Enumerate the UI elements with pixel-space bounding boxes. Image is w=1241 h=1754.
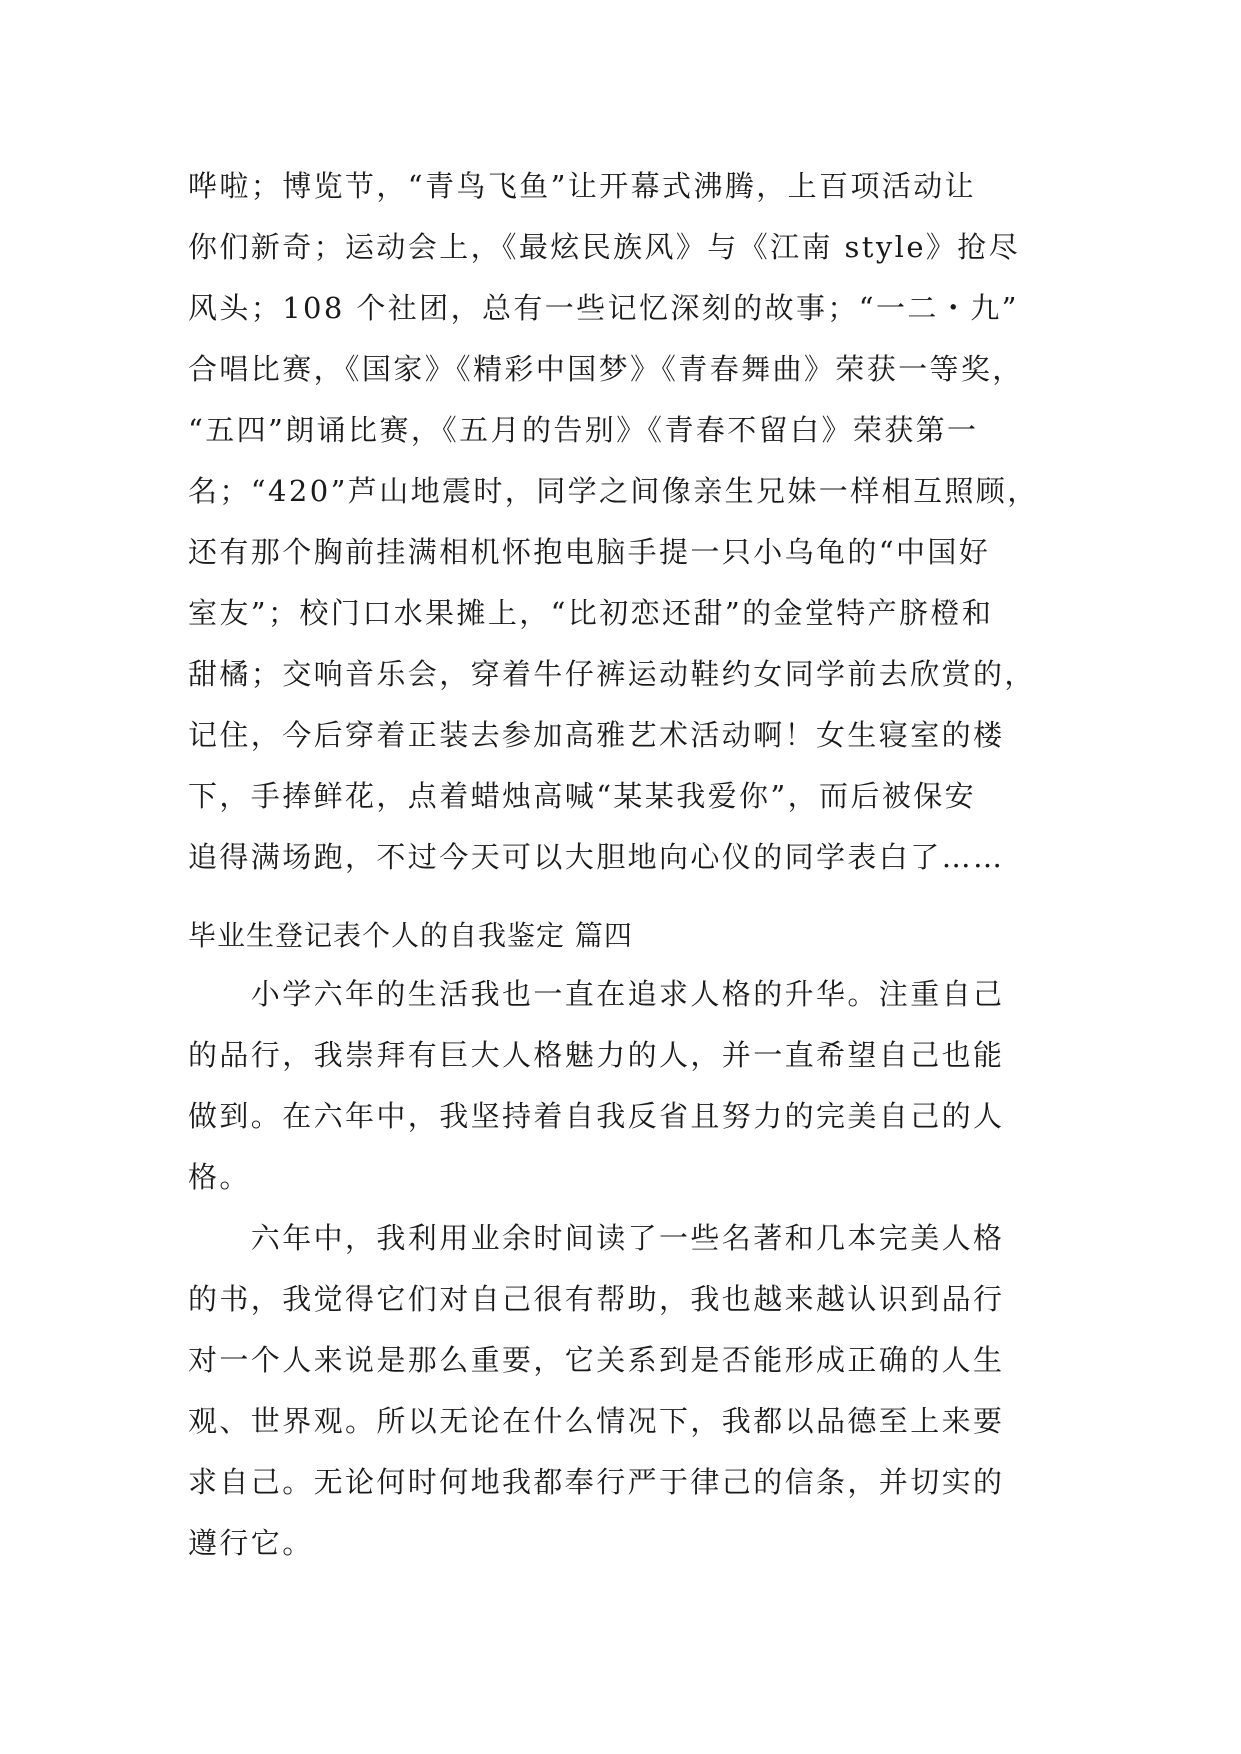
paragraph-line: 六年中，我利用业余时间读了一些名著和几本完美人格: [188, 1221, 1005, 1255]
section-paragraph-1: [188, 964, 1068, 1208]
paragraph-line: 的书，我觉得它们对自己很有帮助，我也越来越认识到品行: [188, 1282, 1005, 1316]
paragraph-line: 观、世界观。所以无论在什么情况下，我都以品德至上来要: [188, 1404, 1005, 1438]
paragraph-line: 哗啦；博览节，“青鸟飞鱼”让开幕式沸腾，上百项活动让: [188, 169, 977, 203]
paragraph-line: 的品行，我崇拜有巨大人格魅力的人，并一直希望自己也能: [188, 1038, 1005, 1072]
paragraph-line: 求自己。无论何时何地我都奉行严于律己的信条，并切实的: [188, 1465, 1005, 1499]
paragraph-line: 你们新奇；运动会上，《最炫民族风》与《江南 style》抢尽: [188, 230, 1021, 264]
paragraph-line: 室友”；校门口水果摊上，“比初恋还甜”的金堂特产脐橙和: [188, 596, 994, 630]
paragraph-line: 做到。在六年中，我坚持着自我反省且努力的完美自己的人: [188, 1099, 1005, 1133]
paragraph-line: 甜橘；交响音乐会，穿着牛仔裤运动鞋约女同学前去欣赏的，: [188, 657, 1036, 691]
paragraph-line: 追得满场跑，不过今天可以大胆地向心仪的同学表白了……: [188, 840, 1005, 874]
section-paragraph-2: [188, 1208, 1068, 1574]
paragraph-line: 对一个人来说是那么重要，它关系到是否能形成正确的人生: [188, 1343, 1005, 1377]
paragraph-line: 合唱比赛，《国家》《精彩中国梦》《青春舞曲》荣获一等奖，: [188, 352, 1024, 386]
paragraph-line: 小学六年的生活我也一直在追求人格的升华。注重自己: [188, 977, 1005, 1011]
paragraph-line: “五四”朗诵比赛，《五月的告别》《青春不留白》荣获第一: [188, 413, 979, 447]
paragraph-line: 遵行它。: [188, 1526, 314, 1560]
paragraph-line: 下，手捧鲜花，点着蜡烛高喊“某某我爱你”，而后被保安: [188, 779, 977, 813]
paragraph-line: 格。: [188, 1160, 251, 1194]
paragraph-line: 名；“420”芦山地震时，同学之间像亲生兄妹一样相互照顾，: [188, 474, 1039, 508]
paragraph-line: 还有那个胸前挂满相机怀抱电脑手提一只小乌龟的“中国好: [188, 535, 991, 569]
paragraph-line: 风头；108 个社团，总有一些记忆深刻的故事；“一二・九”: [188, 291, 1019, 325]
section-heading: 毕业生登记表个人的自我鉴定 篇四: [188, 919, 633, 952]
paragraph-line: 记住，今后穿着正装去参加高雅艺术活动啊！女生寝室的楼: [188, 718, 1005, 752]
continuation-paragraph: [188, 156, 1068, 888]
